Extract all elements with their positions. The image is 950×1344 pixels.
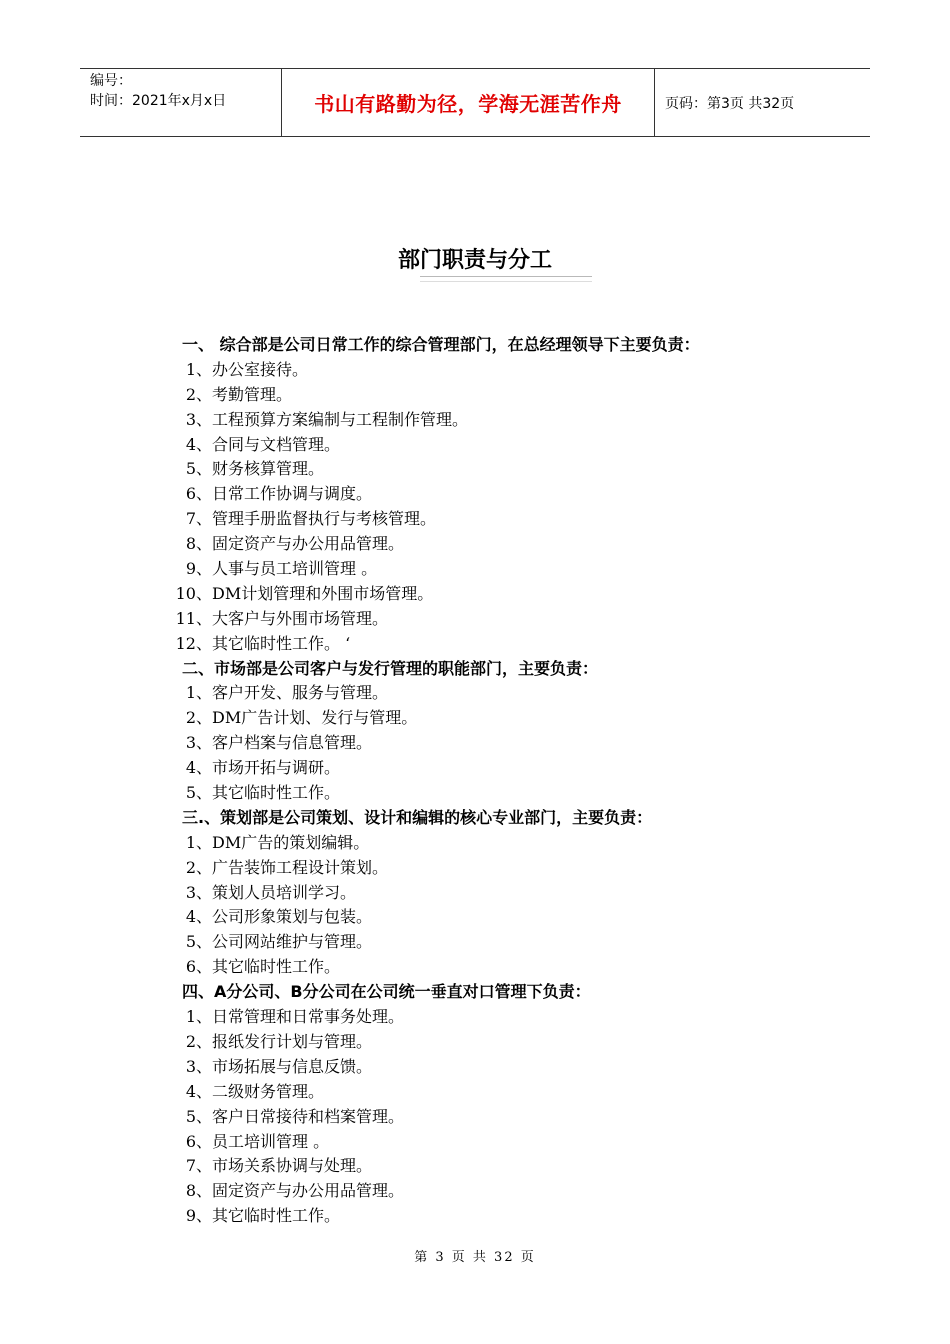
list-item: [170, 1055, 870, 1080]
list-item-text: 日常工作协调与调度。: [212, 484, 373, 504]
list-item-text: 公司网站维护与管理。: [212, 932, 373, 952]
list-item-number: 5、: [185, 932, 212, 952]
list-item: [170, 507, 870, 532]
list-item-text: 客户开发、服务与管理。: [212, 683, 389, 703]
list-item: [170, 1154, 870, 1179]
section-heading: 二、市场部是公司客户与发行管理的职能部门，主要负责：: [182, 658, 599, 678]
list-item: [170, 955, 870, 980]
header-page-info: 页码：第3页 共32页: [665, 95, 795, 112]
list-item-text: 员工培训管理 。: [212, 1131, 330, 1151]
list-item-number: 5、: [185, 1106, 212, 1126]
list-item-number: 4、: [185, 907, 212, 927]
list-item: [170, 532, 870, 557]
list-item-number: 8、: [185, 534, 212, 554]
list-item-number: 3、: [185, 733, 212, 753]
list-item-text: 二级财务管理。: [212, 1081, 325, 1101]
list-item: [170, 856, 870, 881]
list-item-text: 人事与员工培训管理 。: [212, 559, 378, 579]
list-item-text: DM广告的策划编辑。: [212, 832, 370, 852]
list-item: [170, 1204, 870, 1229]
list-item-number: 2、: [185, 1031, 212, 1051]
list-item-text: 市场关系协调与处理。: [212, 1156, 373, 1176]
list-item-number: 1、: [185, 1007, 212, 1027]
list-item-text: 其它临时性工作。: [212, 957, 341, 977]
title-underline: [420, 276, 592, 277]
header-motto-cell: [282, 69, 655, 136]
title-underline-secondary: [420, 281, 592, 282]
list-item-number: 4、: [185, 1081, 212, 1101]
list-item-text: 公司形象策划与包装。: [212, 907, 373, 927]
list-item-text: 办公室接待。: [212, 359, 309, 379]
list-item-number: 4、: [185, 758, 212, 778]
list-item-text: 工程预算方案编制与工程制作管理。: [212, 409, 469, 429]
header-page-info-cell: [655, 69, 870, 136]
list-item: [170, 582, 870, 607]
list-item-text: 其它临时性工作。: [212, 783, 341, 803]
list-item: [170, 1105, 870, 1130]
list-item: [170, 1130, 870, 1155]
section-heading: 三.、策划部是公司策划、设计和编辑的核心专业部门，主要负责：: [182, 807, 653, 827]
document-title: 部门职责与分工: [397, 248, 552, 273]
list-item: [170, 706, 870, 731]
list-item-number: 6、: [185, 1131, 212, 1151]
list-item: [170, 1179, 870, 1204]
list-item: [170, 433, 870, 458]
list-item-number: 7、: [185, 1156, 212, 1176]
list-item-text: DM计划管理和外围市场管理。: [212, 583, 434, 603]
list-item-number: 7、: [185, 509, 212, 529]
list-item-number: 2、: [185, 708, 212, 728]
list-item-number: 5、: [185, 783, 212, 803]
header-motto: 书山有路勤为径，学海无涯苦作舟: [314, 92, 622, 116]
list-item-number: 8、: [185, 1181, 212, 1201]
list-item: [170, 731, 870, 756]
list-item: [170, 383, 870, 408]
header-time-label: 时间：2021年x月x日: [90, 93, 227, 109]
list-item-text: 考勤管理。: [212, 384, 293, 404]
list-item-text: 市场拓展与信息反馈。: [212, 1056, 373, 1076]
list-item-text: 合同与文档管理。: [212, 434, 341, 454]
list-item: [170, 482, 870, 507]
page-footer: 第 3 页 共 32 页: [414, 1250, 536, 1265]
list-item-number: 2、: [185, 857, 212, 877]
list-item-number: 3、: [185, 882, 212, 902]
list-item-text: 财务核算管理。: [212, 459, 325, 479]
list-item-text: 日常管理和日常事务处理。: [212, 1007, 405, 1027]
list-item: [170, 905, 870, 930]
list-item-number: 3、: [185, 409, 212, 429]
list-item: [170, 557, 870, 582]
list-item-number: 4、: [185, 434, 212, 454]
list-item-text: 固定资产与办公用品管理。: [212, 1181, 405, 1201]
list-item: [170, 681, 870, 706]
list-item: [170, 632, 870, 657]
header-meta: [80, 69, 282, 136]
list-item-number: 1、: [185, 359, 212, 379]
list-item-number: 9、: [185, 1206, 212, 1226]
header-number-label: 编号：: [90, 73, 132, 89]
list-item: [170, 358, 870, 383]
list-item-text: 客户档案与信息管理。: [212, 733, 373, 753]
list-item-number: 9、: [185, 559, 212, 579]
list-item-number: 6、: [185, 957, 212, 977]
list-item-text: 报纸发行计划与管理。: [212, 1031, 373, 1051]
list-item: [170, 607, 870, 632]
list-item: [170, 457, 870, 482]
list-item-number: 10、: [175, 583, 212, 603]
list-item-text: 策划人员培训学习。: [212, 882, 357, 902]
list-item-text: 客户日常接待和档案管理。: [212, 1106, 405, 1126]
document-header: [80, 68, 870, 137]
section-heading: 一、 综合部是公司日常工作的综合管理部门，在总经理领导下主要负责：: [182, 335, 700, 354]
list-item: [170, 881, 870, 906]
list-item-number: 3、: [185, 1056, 212, 1076]
list-item-text: 管理手册监督执行与考核管理。: [212, 509, 437, 529]
list-item: [170, 1005, 870, 1030]
list-item-text: 固定资产与办公用品管理。: [212, 534, 405, 554]
list-item-number: 11、: [175, 608, 212, 628]
list-item-text: 广告装饰工程设计策划。: [212, 857, 389, 877]
list-item-number: 2、: [185, 384, 212, 404]
list-item-text: 其它临时性工作。: [212, 1206, 341, 1226]
list-item-number: 6、: [185, 484, 212, 504]
list-item-number: 12、: [175, 633, 212, 653]
list-item-text: 其它临时性工作。 ‘: [212, 633, 351, 653]
list-item-number: 1、: [185, 683, 212, 703]
list-item: [170, 1080, 870, 1105]
list-item: [170, 1030, 870, 1055]
list-item: [170, 831, 870, 856]
list-item: [170, 756, 870, 781]
list-item-number: 1、: [185, 832, 212, 852]
list-item: [170, 781, 870, 806]
list-item-text: 市场开拓与调研。: [212, 758, 341, 778]
list-item: [170, 408, 870, 433]
list-item-number: 5、: [185, 459, 212, 479]
document-body: [170, 333, 870, 1229]
section-heading: 四、A分公司、B分公司在公司统一垂直对口管理下负责：: [182, 982, 591, 1002]
list-item-text: DM广告计划、发行与管理。: [212, 708, 418, 728]
list-item-text: 大客户与外围市场管理。: [212, 608, 389, 628]
list-item: [170, 930, 870, 955]
